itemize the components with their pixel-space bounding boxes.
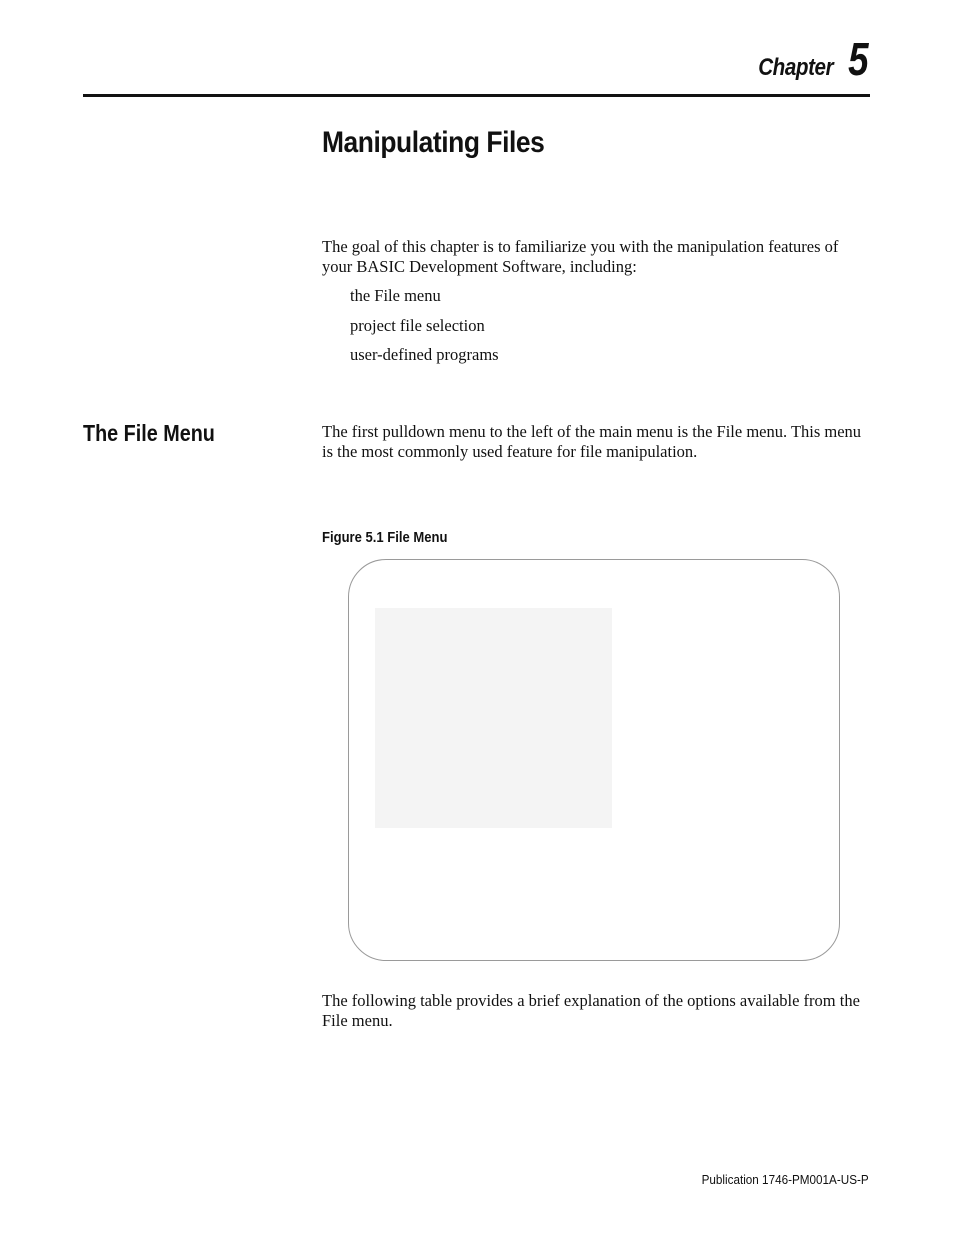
section-paragraph: The first pulldown menu to the left of the main menu is the File menu. This menu is the most commonly used feature for file manipulation. — [322, 422, 862, 461]
intro-list — [350, 286, 499, 375]
list-item: project file selection — [350, 315, 485, 335]
intro-paragraph: The goal of this chapter is to familiarize you with the manipulation features of your BASIC Development Software, including: — [322, 237, 839, 276]
chapter-number: 5 — [848, 33, 869, 85]
figure-caption: Figure 5.1 File Menu — [322, 530, 448, 546]
table-intro-paragraph: The following table provides a brief explanation of the options available from the File menu. — [322, 991, 860, 1030]
chapter-heading — [746, 32, 869, 86]
list-item: the File menu — [350, 286, 441, 305]
chapter-label: Chapter — [758, 54, 834, 81]
header-rule — [83, 94, 870, 97]
figure-image-placeholder — [375, 608, 612, 828]
section-heading: The File Menu — [83, 420, 215, 446]
publication-footer: Publication 1746-PM001A-US-P — [701, 1172, 869, 1187]
list-item: user-defined programs — [350, 345, 499, 364]
page-title: Manipulating Files — [322, 126, 545, 159]
